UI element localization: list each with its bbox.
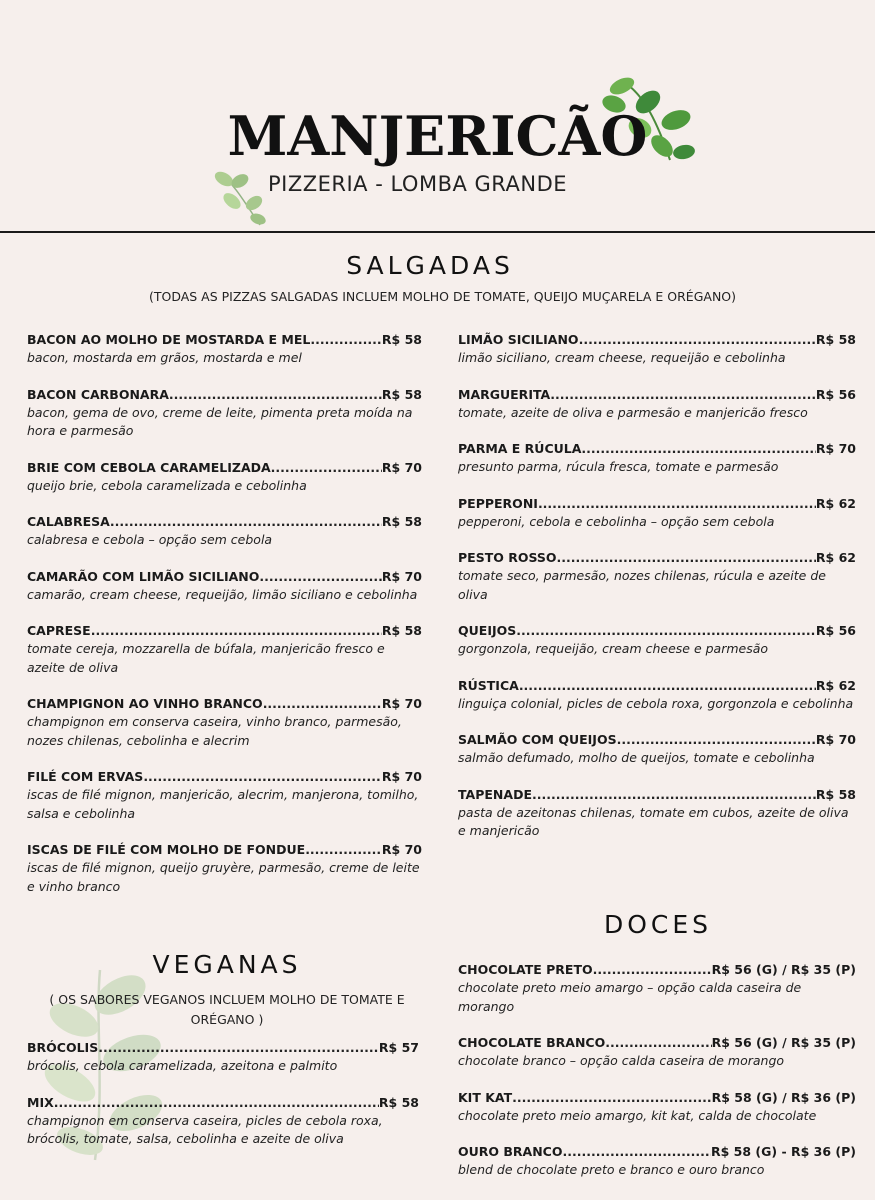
menu-item-salgada — [27, 841, 422, 896]
menu-item-price: R$ 62 — [815, 550, 856, 565]
menu-item-description: camarão, cream cheese, requeijão, limão siciliano e cebolinha — [27, 586, 418, 602]
menu-item-salgada — [458, 786, 856, 841]
menu-item-description: chocolate preto meio amargo – opção calda caseira de morango — [458, 980, 802, 1014]
menu-item-header — [458, 495, 856, 513]
menu-item-header — [27, 1039, 419, 1057]
menu-item-header — [27, 1094, 419, 1112]
menu-item-name: QUEIJOS — [458, 623, 517, 638]
menu-item-description: queijo brie, cebola caramelizada e cebolinha — [27, 477, 307, 493]
menu-item-name: BACON CARBONARA — [27, 386, 169, 402]
menu-item-name: PARMA E RÚCULA — [458, 441, 582, 456]
menu-item-price: R$ 70 — [815, 441, 856, 456]
menu-item-description: chocolate branco – opção calda caseira de morango — [458, 1053, 785, 1068]
section-title-salgadas: SALGADAS — [346, 251, 514, 280]
menu-item-description: iscas de filé mignon, queijo gruyère, parmesão, creme de leite e vinho branco — [27, 860, 420, 894]
menu-item-price: R$ 58 (G) - R$ 36 (P) — [710, 1144, 856, 1159]
menu-item-vegana — [27, 1094, 419, 1149]
menu-item-leader-dots — [54, 1094, 379, 1112]
header-divider — [0, 231, 875, 233]
menu-item-price: R$ 56 (G) / R$ 35 (P) — [711, 962, 856, 977]
menu-item-header — [458, 731, 856, 749]
menu-item-doce — [458, 961, 856, 1016]
menu-item-leader-dots — [593, 961, 712, 979]
menu-item-salgada — [27, 568, 422, 605]
salgadas-right-column — [458, 331, 856, 859]
menu-item-salgada — [27, 622, 422, 677]
menu-item-price: R$ 58 (G) / R$ 36 (P) — [711, 1089, 856, 1105]
menu-item-price: R$ 70 — [815, 732, 856, 747]
menu-item-name: OURO BRANCO — [458, 1144, 563, 1159]
menu-item-header — [458, 786, 856, 804]
section-note-salgadas: (TODAS AS PIZZAS SALGADAS INCLUEM MOLHO DE TOMATE, QUEIJO MUÇARELA E ORÉGANO) — [148, 289, 737, 304]
menu-item-price: R$ 58 — [378, 1094, 419, 1110]
menu-item-leader-dots — [579, 331, 816, 349]
menu-item-name: CHOCOLATE BRANCO — [458, 1035, 606, 1050]
menu-item-price: R$ 58 — [381, 332, 422, 347]
salgadas-left-column — [27, 331, 422, 914]
menu-item-salgada — [458, 622, 856, 659]
menu-item-leader-dots — [305, 841, 382, 859]
menu-item-header — [458, 622, 856, 640]
menu-item-leader-dots — [310, 331, 382, 349]
menu-item-leader-dots — [263, 695, 382, 713]
menu-item-leader-dots — [557, 549, 816, 567]
menu-item-name: FILÉ COM ERVAS — [27, 769, 144, 784]
menu-item-price: R$ 56 — [815, 386, 856, 402]
menu-item-leader-dots — [519, 677, 816, 695]
menu-item-price: R$ 58 — [381, 514, 422, 529]
menu-item-price: R$ 56 — [815, 623, 856, 638]
menu-item-header — [27, 386, 422, 404]
menu-item-name: TAPENADE — [458, 786, 532, 802]
menu-item-price: R$ 70 — [381, 769, 422, 784]
menu-item-salgada — [27, 331, 422, 368]
menu-item-salgada — [27, 386, 422, 441]
menu-item-description: calabresa e cebola – opção sem cebola — [27, 532, 273, 547]
veganas-column — [27, 1039, 419, 1167]
menu-item-header — [27, 513, 422, 531]
menu-item-leader-dots — [271, 459, 382, 477]
menu-item-salgada — [458, 331, 856, 368]
menu-item-name: SALMÃO COM QUEIJOS — [458, 732, 617, 747]
doces-column — [458, 961, 856, 1198]
section-title-doces: DOCES — [603, 910, 713, 939]
menu-item-name: BRÓCOLIS — [27, 1040, 99, 1055]
menu-item-description: blend de chocolate preto e branco e ouro branco — [458, 1162, 765, 1177]
menu-item-name: CHOCOLATE PRETO — [458, 962, 593, 977]
basil-leaves-left-icon — [210, 165, 272, 229]
menu-item-price: R$ 62 — [815, 677, 856, 693]
menu-item-name: MIX — [27, 1094, 54, 1110]
menu-item-description: bacon, mostarda em grãos, mostarda e mel — [27, 350, 302, 365]
menu-item-description: iscas de filé mignon, manjericão, alecrim, manjerona, tomilho, salsa e cebolinha — [27, 787, 419, 821]
menu-item-salgada — [458, 677, 856, 714]
menu-item-description: bacon, gema de ovo, creme de leite, pimenta preta moída na hora e parmesão — [27, 404, 413, 438]
menu-item-price: R$ 57 — [378, 1040, 419, 1055]
menu-item-leader-dots — [91, 622, 382, 640]
menu-item-description: limão siciliano, cream cheese, requeijão e cebolinha — [458, 350, 786, 365]
menu-item-doce — [458, 1034, 856, 1071]
menu-item-header — [27, 331, 422, 349]
menu-item-price: R$ 70 — [381, 842, 422, 857]
menu-item-leader-dots — [169, 386, 382, 404]
menu-item-description: champignon em conserva caseira, picles de cebola roxa, brócolis, tomate, salsa, cebolinha e azeite de oliva — [27, 1112, 383, 1146]
menu-item-description: tomate seco, parmesão, nozes chilenas, rúcula e azeite de oliva — [458, 568, 826, 602]
menu-item-header — [27, 695, 422, 713]
menu-item-name: RÚSTICA — [458, 677, 519, 693]
menu-item-price: R$ 58 — [381, 623, 422, 638]
menu-item-header — [458, 1143, 856, 1161]
section-title-veganas: VEGANAS — [152, 950, 302, 979]
menu-item-header — [458, 677, 856, 695]
menu-item-salgada — [458, 495, 856, 532]
menu-item-name: KIT KAT — [458, 1089, 513, 1105]
menu-item-header — [458, 1089, 856, 1107]
menu-item-salgada — [458, 386, 856, 423]
menu-item-leader-dots — [143, 768, 382, 786]
menu-item-leader-dots — [550, 386, 816, 404]
menu-item-leader-dots — [581, 440, 816, 458]
menu-item-price: R$ 62 — [815, 495, 856, 511]
menu-item-salgada — [27, 513, 422, 550]
menu-item-description: pepperoni, cebola e cebolinha – opção sem cebola — [458, 513, 775, 529]
menu-item-header — [458, 1034, 856, 1052]
menu-item-doce — [458, 1143, 856, 1180]
menu-item-description: presunto parma, rúcula fresca, tomate e parmesão — [458, 459, 779, 474]
menu-item-price: R$ 58 — [815, 332, 856, 347]
menu-item-description: linguiça colonial, picles de cebola roxa, gorgonzola e cebolinha — [458, 695, 854, 711]
menu-item-doce — [458, 1089, 856, 1126]
menu-item-description: brócolis, cebola caramelizada, azeitona e palmito — [27, 1058, 338, 1073]
menu-item-header — [27, 841, 422, 859]
menu-item-name: MARGUERITA — [458, 386, 551, 402]
menu-item-salgada — [458, 549, 856, 604]
menu-item-leader-dots — [110, 513, 382, 531]
restaurant-title: MANJERICÃO — [227, 104, 648, 168]
menu-item-name: CALABRESA — [27, 514, 110, 529]
menu-item-name: CHAMPIGNON AO VINHO BRANCO — [27, 696, 263, 711]
menu-item-leader-dots — [259, 568, 382, 586]
menu-item-name: ISCAS DE FILÉ COM MOLHO DE FONDUE — [27, 842, 306, 857]
menu-item-name: PESTO ROSSO — [458, 550, 557, 565]
menu-item-description: champignon em conserva caseira, vinho branco, parmesão, nozes chilenas, cebolinha e alecrim — [27, 714, 402, 748]
menu-item-header — [458, 440, 856, 458]
menu-item-name: PEPPERONI — [458, 495, 538, 511]
menu-item-leader-dots — [562, 1143, 711, 1161]
menu-item-description: tomate cereja, mozzarella de búfala, manjericão fresco e azeite de oliva — [27, 641, 385, 675]
menu-item-leader-dots — [98, 1039, 379, 1057]
menu-item-salgada — [458, 731, 856, 768]
menu-item-description: gorgonzola, requeijão, cream cheese e parmesão — [458, 641, 769, 656]
menu-item-price: R$ 70 — [381, 568, 422, 584]
menu-item-leader-dots — [605, 1034, 711, 1052]
menu-item-name: CAPRESE — [27, 623, 91, 638]
menu-item-header — [458, 386, 856, 404]
menu-item-name: BACON AO MOLHO DE MOSTARDA E MEL — [27, 332, 311, 347]
menu-item-leader-dots — [617, 731, 816, 749]
menu-item-name: LIMÃO SICILIANO — [458, 332, 579, 347]
menu-item-price: R$ 70 — [381, 696, 422, 711]
menu-item-header — [27, 622, 422, 640]
menu-item-description: salmão defumado, molho de queijos, tomate e cebolinha — [458, 750, 815, 765]
menu-item-price: R$ 56 (G) / R$ 35 (P) — [711, 1035, 856, 1050]
menu-item-salgada — [27, 459, 422, 496]
menu-item-leader-dots — [516, 622, 816, 640]
menu-item-description: tomate, azeite de oliva e parmesão e manjericão fresco — [458, 404, 808, 420]
menu-item-salgada — [458, 440, 856, 477]
menu-item-name: CAMARÃO COM LIMÃO SICILIANO — [27, 568, 260, 584]
menu-item-name: BRIE COM CEBOLA CARAMELIZADA — [27, 459, 271, 475]
menu-item-header — [458, 549, 856, 567]
menu-item-leader-dots — [538, 495, 816, 513]
menu-item-header — [27, 568, 422, 586]
menu-item-description: pasta de azeitonas chilenas, tomate em cubos, azeite de oliva e manjericão — [458, 804, 849, 838]
menu-item-leader-dots — [512, 1089, 711, 1107]
menu-item-price: R$ 58 — [381, 386, 422, 402]
menu-item-leader-dots — [532, 786, 816, 804]
menu-item-header — [458, 961, 856, 979]
menu-item-vegana — [27, 1039, 419, 1076]
menu-item-price: R$ 58 — [815, 786, 856, 802]
restaurant-subtitle: PIZZERIA - LOMBA GRANDE — [268, 172, 568, 196]
menu-item-salgada — [27, 695, 422, 750]
menu-item-salgada — [27, 768, 422, 823]
menu-item-header — [27, 459, 422, 477]
section-note-veganas: ( OS SABORES VEGANOS INCLUEM MOLHO DE TOMATE E ORÉGANO ) — [49, 992, 405, 1027]
menu-item-description: chocolate preto meio amargo, kit kat, calda de chocolate — [458, 1107, 817, 1123]
menu-item-price: R$ 70 — [381, 459, 422, 475]
menu-item-header — [27, 768, 422, 786]
menu-item-header — [458, 331, 856, 349]
